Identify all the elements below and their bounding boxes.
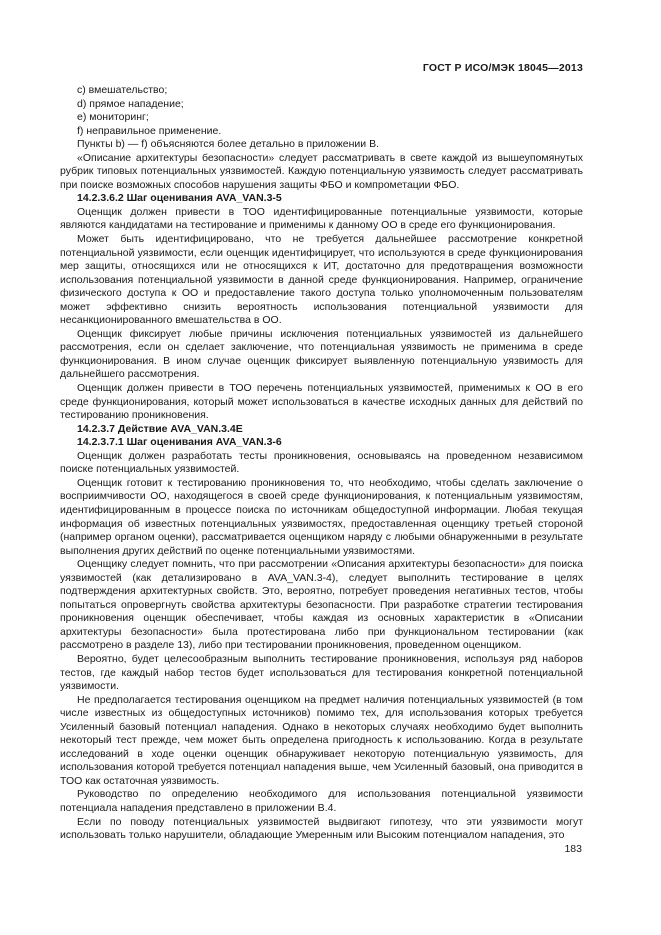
paragraph: Руководство по определению необходимого для использования потенциальной уязвимости потенциала нападения представлено в приложении В.4. <box>60 788 583 814</box>
paragraph: Оценщик должен привести в ТОО идентифицированные потенциальные уязвимости, которые являются кандидатами на тестирование и применимы к данному ОО в среде его функционирования. <box>60 205 583 232</box>
section-heading: 14.2.3.7 Действие AVA_VAN.3.4E <box>77 422 243 435</box>
paragraph: Если по поводу потенциальных уязвимостей выдвигают гипотезу, что эти уязвимости могут использовать только нарушители, обладающие Умеренным или Высоким потенциалом нападения, это <box>60 815 583 842</box>
document-body <box>60 84 583 843</box>
list-item: c) вмешательство; <box>77 84 168 96</box>
paragraph: Не предполагается тестирования оценщиком на предмет наличия потенциальных уязвимостей (в том числе известных из общедоступных источников) помимо тех, для использования которых требуется Усиленный базовый потенциал нападения. Однако в некоторых случаях необходимо будет выполнить некоторый тест прежде, чем может быть определена пригодность к использованию. Когда в результате исследований в ходе оценки оценщик обнаруживает некоторую потенциальную уязвимость, для использования которой требуется потенциал нападения выше, чем Усиленный базовый, она приводится в ТОО как остаточная уязвимость. <box>60 693 583 787</box>
list-item: d) прямое нападение; <box>77 97 184 110</box>
paragraph: Может быть идентифицировано, что не требуется дальнейшее рассмотрение конкретной потенциальной уязвимости, если оценщик идентифицирует, что используются в среде функционирования мер защиты, относящихся или не относящихся к ИТ, достаточно для предотвращения возможности использования потенциальной уязвимости в данной среде функционирования. Например, ограничение физического доступа к ОО и предоставление такого доступа только уполномоченным пользователям может эффективно снизить вероятность использования потенциальной уязвимости для несанкционированного вмешательства в ОО. <box>60 233 583 327</box>
page-number: 183 <box>564 843 582 855</box>
document-header: ГОСТ Р ИСО/МЭК 18045—2013 <box>422 62 583 74</box>
list-item: e) мониторинг; <box>77 111 149 124</box>
paragraph: Оценщик готовит к тестированию проникновения то, что необходимо, чтобы сделать заключение о восприимчивости ОО, находящегося в своей среде функционирования, к потенциальным уязвимостям, идентифицированным в процессе поиска по источникам общедоступной информации. Любая текущая информация об известных потенциальных уязвимостях, предоставленная оценщику третьей стороной (например органом оценки), рассматривается оценщиком наряду с любыми обнаруженными в результате выполнения других действий по оценке потенциальными уязвимостями. <box>60 476 583 557</box>
section-heading: 14.2.3.7.1 Шаг оценивания AVA_VAN.3-6 <box>77 436 282 449</box>
paragraph: Оценщик фиксирует любые причины исключения потенциальных уязвимостей из дальнейшего рассмотрения, если он сделает заключение, что потенциальная уязвимость не применима в среде функционирования. В ином случае оценщик фиксирует выявленную потенциальную уязвимость для дальнейшего рассмотрения. <box>60 327 583 381</box>
paragraph: Пункты b) — f) объясняются более детально в приложении В. <box>77 138 379 151</box>
paragraph: «Описание архитектуры безопасности» следует рассматривать в свете каждой из вышеупомянутых рубрик типовых потенциальных уязвимостей. Каждую потенциальную уязвимость следует рассматривать при поиске возможных способов нарушения защиты ФБО и компрометации ФБО. <box>60 151 583 191</box>
paragraph: Оценщик должен привести в ТОО перечень потенциальных уязвимостей, применимых к ОО в его среде функционирования, который может использоваться в качестве исходных данных для действий по тестированию проникновения. <box>60 382 583 422</box>
paragraph: Оценщику следует помнить, что при рассмотрении «Описания архитектуры безопасности» для поиска уязвимостей (как детализировано в AVA_VAN.3-4), следует выполнить тестирование в целях подтверждения архитектурных свойств. Это, вероятно, потребует проведения негативных тестов, чтобы попытаться опровергнуть свойства архитектуры безопасности. При разработке стратегии тестирования проникновения оценщик обеспечивает, чтобы каждая из основных характеристик в «Описании архитектуры безопасности» была протестирована либо при функциональном тестировании (как рассмотрено в разделе 13), либо при тестировании проникновения, проведенном оценщиком. <box>60 558 583 652</box>
list-item: f) неправильное применение. <box>77 124 222 137</box>
paragraph: Оценщик должен разработать тесты проникновения, основываясь на проведенном независимом поиске потенциальных уязвимостей. <box>60 449 583 476</box>
paragraph: Вероятно, будет целесообразным выполнить тестирование проникновения, используя ряд наборов тестов, где каждый набор тестов будет использоваться для тестирования конкретной потенциальной уязвимости. <box>60 652 583 693</box>
section-heading: 14.2.3.6.2 Шаг оценивания AVA_VAN.3-5 <box>77 192 282 205</box>
